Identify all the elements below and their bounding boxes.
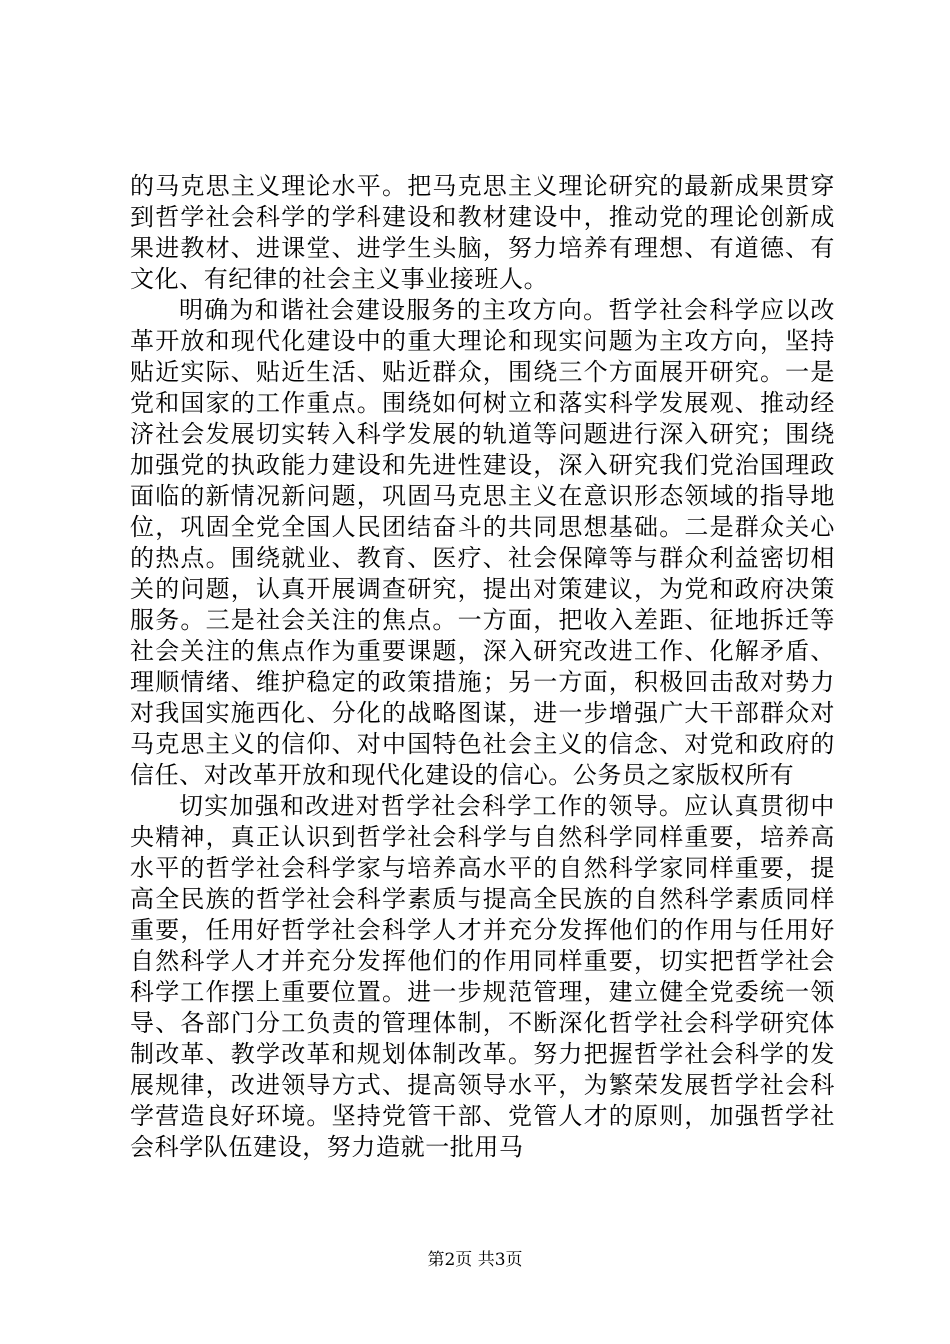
paragraph-research-direction: 明确为和谐社会建设服务的主攻方向。哲学社会科学应以改革开放和现代化建设中的重大理论和现实问题为主攻方向，坚持贴近实际、贴近生活、贴近群众，围绕三个方面展开研究。一是党和国家的工作重点。围绕如何树立和落实科学发展观、推动经济社会发展切实转入科学发展的轨道等问题进行深入研究；围绕加强党的执政能力建设和先进性建设，深入研究我们党治国理政面临的新情况新问题，巩固马克思主义在意识形态领域的指导地位，巩固全党全国人民团结奋斗的共同思想基础。二是群众关心的热点。围绕就业、教育、医疗、社会保障等与群众利益密切相关的问题，认真开展调查研究，提出对策建议，为党和政府决策服务。三是社会关注的焦点。一方面，把收入差距、征地拆迁等社会关注的焦点作为重要课题，深入研究改进工作、化解矛盾、理顺情绪、维护稳定的政策措施；另一方面，积极回击敌对势力对我国实施西化、分化的战略图谋，进一步增强广大干部群众对马克思主义的信仰、对中国特色社会主义的信念、对党和政府的信任、对改革开放和现代化建设的信心。公务员之家版权所有 (130, 296, 835, 789)
paragraph-continued: 的马克思主义理论水平。把马克思主义理论研究的最新成果贯穿到哲学社会科学的学科建设和教材建设中，推动党的理论创新成果进教材、进课堂、进学生头脑，努力培养有理想、有道德、有文化、有纪律的社会主义事业接班人。 (130, 172, 835, 293)
document-body (130, 171, 835, 1163)
paragraph-leadership: 切实加强和改进对哲学社会科学工作的领导。应认真贯彻中央精神，真正认识到哲学社会科学与自然科学同样重要，培养高水平的哲学社会科学家与培养高水平的自然科学家同样重要，提高全民族的哲学社会科学素质与提高全民族的自然科学素质同样重要，任用好哲学社会科学人才并充分发挥他们的作用与任用好自然科学人才并充分发挥他们的作用同样重要，切实把哲学社会科学工作摆上重要位置。进一步规范管理，建立健全党委统一领导、各部门分工负责的管理体制，不断深化哲学社会科学研究体制改革、教学改革和规划体制改革。努力把握哲学社会科学的发展规律，改进领导方式、提高领导水平，为繁荣发展哲学社会科学营造良好环境。坚持党管干部、党管人才的原则，加强哲学社会科学队伍建设，努力造就一批用马 (130, 792, 835, 1161)
page-number-footer: 第2页 共3页 (427, 1250, 523, 1270)
